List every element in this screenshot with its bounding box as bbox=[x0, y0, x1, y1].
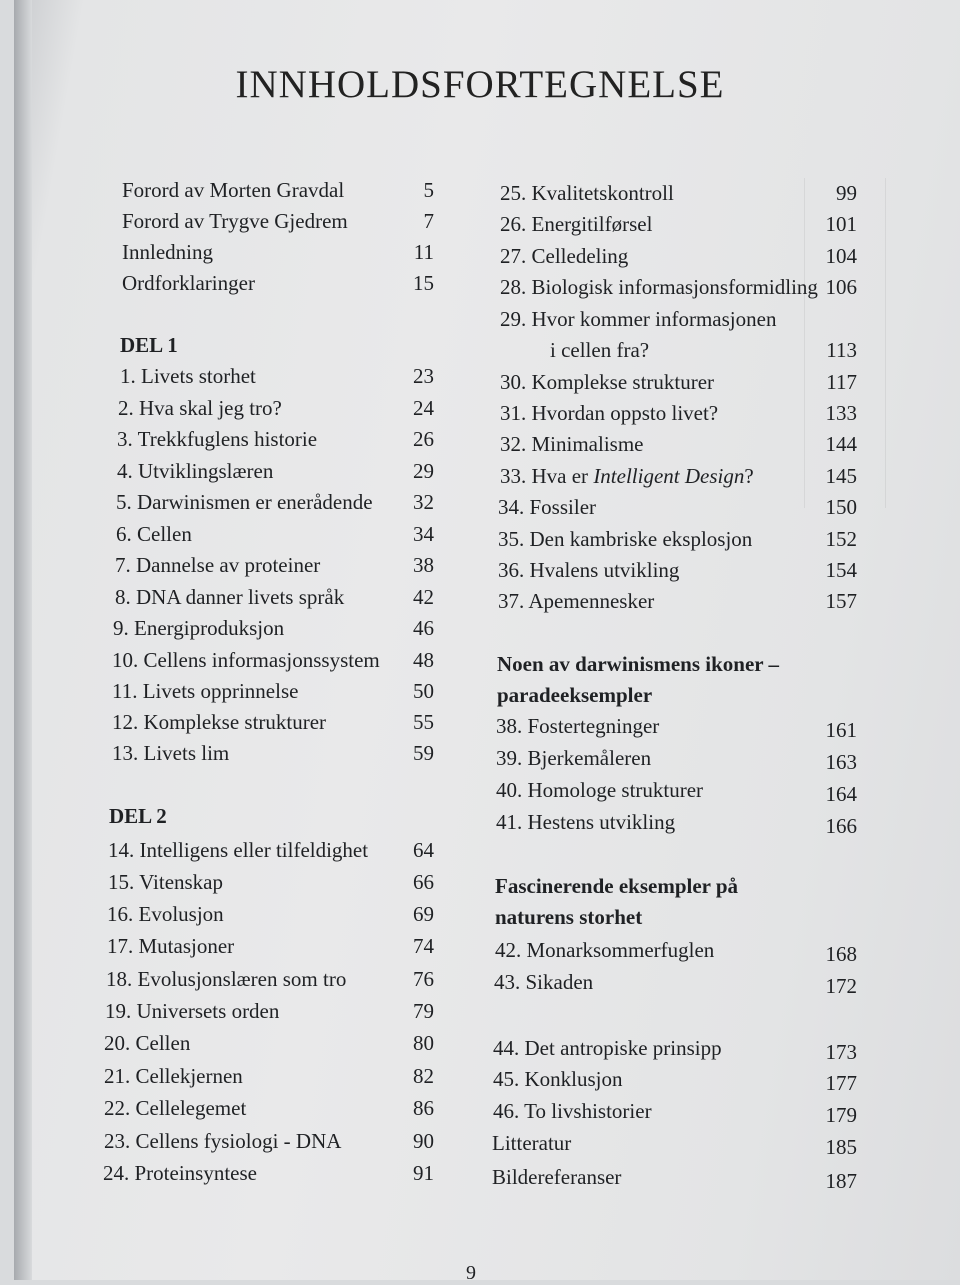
toc-page-number: 23 bbox=[413, 364, 434, 388]
toc-page-number: 76 bbox=[413, 967, 434, 991]
toc-page-number: 90 bbox=[413, 1129, 434, 1153]
toc-entry-title-suffix: ? bbox=[744, 464, 754, 488]
right-section-heading: Fascinerende eksempler på bbox=[495, 874, 739, 898]
toc-entry-title: 28. Biologisk informasjonsformidling bbox=[500, 275, 818, 299]
toc-page-number: 187 bbox=[825, 1169, 857, 1193]
toc-entry-title: 44. Det antropiske prinsipp bbox=[493, 1036, 722, 1060]
toc-entry-title: 5. Darwinismen er enerådende bbox=[116, 490, 373, 514]
toc-entry-title: Forord av Trygve Gjedrem bbox=[122, 209, 348, 233]
toc-entry-title: Forord av Morten Gravdal bbox=[122, 178, 345, 202]
toc-entry-title: 20. Cellen bbox=[104, 1031, 191, 1055]
right-toc-entry bbox=[498, 558, 679, 583]
toc-entry-title: 40. Homologe strukturer bbox=[496, 778, 704, 802]
toc-page-number: 29 bbox=[413, 459, 434, 483]
toc-page-number: 154 bbox=[825, 558, 857, 582]
right-toc-entry bbox=[498, 495, 596, 520]
toc-entry-title: 6. Cellen bbox=[116, 522, 192, 546]
toc-page-number: 99 bbox=[836, 181, 857, 205]
left-toc-entry bbox=[112, 710, 326, 735]
toc-page-number: 164 bbox=[825, 782, 857, 806]
left-toc-entry bbox=[116, 522, 192, 547]
left-toc-entry bbox=[122, 271, 255, 296]
left-toc-entry bbox=[104, 1031, 190, 1056]
toc-page-number: 59 bbox=[413, 741, 434, 765]
page-title: INNHOLDSFORTEGNELSE bbox=[235, 63, 725, 106]
toc-page-number: 82 bbox=[413, 1064, 434, 1088]
toc-page-number: 161 bbox=[825, 718, 857, 742]
toc-page-number: 15 bbox=[413, 271, 434, 295]
left-toc-entry bbox=[105, 999, 279, 1024]
toc-entry-title: 4. Utviklingslæren bbox=[117, 459, 274, 483]
left-toc-entry bbox=[115, 553, 320, 578]
left-toc-entry bbox=[122, 209, 348, 234]
right-toc-entry bbox=[500, 244, 628, 269]
toc-entry-title: 42. Monarksommerfuglen bbox=[495, 938, 715, 962]
toc-entry-title: 14. Intelligens eller tilfeldighet bbox=[108, 838, 369, 862]
left-toc-entry bbox=[106, 967, 346, 992]
toc-entry-title: 18. Evolusjonslæren som tro bbox=[106, 967, 347, 991]
toc-entry-title: 12. Komplekse strukturer bbox=[112, 710, 327, 734]
toc-entry-title: 17. Mutasjoner bbox=[107, 934, 235, 958]
toc-entry-title: 41. Hestens utvikling bbox=[496, 810, 676, 834]
toc-page-number: 69 bbox=[413, 902, 434, 926]
toc-entry-title: 29. Hvor kommer informasjonen bbox=[500, 307, 777, 331]
toc-page-number: 26 bbox=[413, 427, 434, 451]
toc-page-number: 80 bbox=[413, 1031, 434, 1055]
toc-page-number: 152 bbox=[825, 527, 857, 551]
toc-entry-title: 45. Konklusjon bbox=[493, 1067, 623, 1091]
left-toc-entry bbox=[113, 616, 284, 641]
toc-entry-title: 2. Hva skal jeg tro? bbox=[118, 396, 282, 420]
toc-page-number: 179 bbox=[825, 1103, 857, 1127]
toc-page-number: 177 bbox=[825, 1071, 857, 1095]
right-toc-entry bbox=[492, 1131, 571, 1156]
left-toc-entry bbox=[104, 1064, 243, 1089]
toc-page-number: 50 bbox=[413, 679, 434, 703]
toc-page-number: 157 bbox=[825, 589, 857, 613]
toc-page-number: 168 bbox=[825, 942, 857, 966]
toc-entry-title: 33. Hva er bbox=[500, 464, 594, 488]
right-toc-entry bbox=[493, 1036, 722, 1061]
toc-entry-title: 13. Livets lim bbox=[112, 741, 230, 765]
left-toc-entry bbox=[107, 934, 234, 959]
toc-entry-title: 39. Bjerkemåleren bbox=[496, 746, 652, 770]
page-number: 9 bbox=[466, 1262, 476, 1284]
right-toc-entry bbox=[496, 714, 659, 739]
left-toc-entry bbox=[103, 1161, 257, 1186]
right-toc-entry bbox=[500, 401, 718, 426]
left-toc-entry bbox=[122, 240, 213, 265]
right-toc-entry bbox=[496, 746, 651, 771]
right-section-heading: Noen av darwinismens ikoner – bbox=[497, 652, 779, 676]
toc-entry-title: 3. Trekkfuglens historie bbox=[117, 427, 318, 451]
toc-entry-title: 9. Energiproduksjon bbox=[113, 616, 285, 640]
toc-entry-title: Litteratur bbox=[492, 1131, 572, 1155]
toc-entry-title: 22. Cellelegemet bbox=[104, 1096, 247, 1120]
toc-entry-title: 16. Evolusjon bbox=[107, 902, 224, 926]
toc-page-number: 91 bbox=[413, 1161, 434, 1185]
toc-entry-title: Innledning bbox=[122, 240, 213, 264]
right-toc-entry bbox=[500, 275, 818, 300]
toc-page-number: 172 bbox=[825, 974, 857, 998]
toc-page-number: 5 bbox=[423, 178, 434, 202]
toc-page-number: 106 bbox=[825, 275, 857, 299]
toc-page-number: 113 bbox=[826, 338, 857, 362]
right-toc-entry bbox=[500, 464, 754, 489]
right-toc-entry bbox=[495, 938, 714, 963]
toc-entry-title: 7. Dannelse av proteiner bbox=[115, 553, 321, 577]
toc-entry-title: i cellen fra? bbox=[550, 338, 650, 362]
right-toc-entry bbox=[500, 212, 652, 237]
toc-entry-title: 23. Cellens fysiologi - DNA bbox=[104, 1129, 342, 1153]
left-toc-entry bbox=[107, 902, 224, 927]
left-toc-entry bbox=[122, 178, 344, 203]
left-toc-entry bbox=[104, 1129, 341, 1154]
toc-entry-title: 46. To livshistorier bbox=[493, 1099, 652, 1123]
left-toc-entry bbox=[120, 364, 256, 389]
toc-entry-title: 21. Cellekjernen bbox=[104, 1064, 243, 1088]
toc-page-number: 185 bbox=[825, 1135, 857, 1159]
toc-entry-title: 15. Vitenskap bbox=[108, 870, 224, 894]
left-toc-entry bbox=[115, 585, 344, 610]
toc-page-number: 117 bbox=[826, 370, 857, 394]
toc-entry-title: Ordforklaringer bbox=[122, 271, 255, 295]
left-section-heading: DEL 1 bbox=[120, 333, 178, 357]
right-toc-entry bbox=[500, 307, 776, 332]
toc-page-number: 101 bbox=[825, 212, 857, 236]
toc-entry-title: 19. Universets orden bbox=[105, 999, 280, 1023]
left-section-heading: DEL 2 bbox=[109, 804, 167, 828]
right-toc-entry bbox=[550, 338, 649, 363]
toc-entry-title: 36. Hvalens utvikling bbox=[498, 558, 680, 582]
left-toc-entry bbox=[117, 459, 273, 484]
left-toc-entry bbox=[108, 838, 368, 863]
toc-entry-title: 10. Cellens informasjonssystem bbox=[112, 648, 380, 672]
toc-page-number: 144 bbox=[825, 432, 857, 456]
toc-entry-title: 11. Livets opprinnelse bbox=[112, 679, 299, 703]
toc-entry-title: 37. Apemennesker bbox=[498, 589, 655, 613]
toc-page-number: 42 bbox=[413, 585, 434, 609]
page-gutter-shadow bbox=[14, 0, 32, 1280]
left-toc-entry bbox=[116, 490, 373, 515]
right-toc-entry bbox=[496, 810, 675, 835]
right-toc-entry bbox=[493, 1067, 623, 1092]
toc-page-number: 64 bbox=[413, 838, 434, 862]
right-toc-entry bbox=[493, 1099, 652, 1124]
right-toc-entry bbox=[494, 970, 593, 995]
right-toc-entry bbox=[492, 1165, 621, 1190]
toc-page-number: 55 bbox=[413, 710, 434, 734]
left-toc-entry bbox=[112, 679, 298, 704]
toc-entry-title: 38. Fostertegninger bbox=[496, 714, 660, 738]
toc-page-number: 163 bbox=[825, 750, 857, 774]
left-toc-entry bbox=[104, 1096, 246, 1121]
toc-page-number: 86 bbox=[413, 1096, 434, 1120]
toc-page-number: 145 bbox=[825, 464, 857, 488]
toc-page-number: 150 bbox=[825, 495, 857, 519]
right-toc-entry bbox=[500, 432, 644, 457]
toc-entry-title: 43. Sikaden bbox=[494, 970, 594, 994]
right-toc-entry bbox=[500, 370, 714, 395]
toc-entry-title: 1. Livets storhet bbox=[120, 364, 256, 388]
right-toc-entry bbox=[498, 527, 752, 552]
toc-page-number: 133 bbox=[825, 401, 857, 425]
toc-entry-title: 35. Den kambriske eksplosjon bbox=[498, 527, 753, 551]
toc-page-number: 48 bbox=[413, 648, 434, 672]
toc-page-number: 34 bbox=[413, 522, 434, 546]
toc-entry-title: 26. Energitilførsel bbox=[500, 212, 653, 236]
right-toc-entry bbox=[498, 589, 654, 614]
toc-entry-title: 24. Proteinsyntese bbox=[103, 1161, 257, 1185]
toc-entry-title-italic: Intelligent Design bbox=[593, 464, 745, 488]
right-section-heading: naturens storhet bbox=[495, 905, 643, 929]
toc-page-number: 79 bbox=[413, 999, 434, 1023]
left-toc-entry bbox=[112, 741, 229, 766]
toc-page-number: 11 bbox=[413, 240, 434, 264]
toc-page-number: 173 bbox=[825, 1040, 857, 1064]
toc-page-number: 66 bbox=[413, 870, 434, 894]
left-toc-entry bbox=[117, 427, 317, 452]
right-toc-entry bbox=[496, 778, 703, 803]
toc-page-number: 74 bbox=[413, 934, 434, 958]
toc-entry-title: Bildereferanser bbox=[492, 1165, 622, 1189]
toc-entry-title: 32. Minimalisme bbox=[500, 432, 644, 456]
left-toc-entry bbox=[112, 648, 380, 673]
toc-entry-title: 30. Komplekse strukturer bbox=[500, 370, 715, 394]
toc-page-number: 46 bbox=[413, 616, 434, 640]
left-toc-entry bbox=[108, 870, 223, 895]
toc-page-number: 7 bbox=[423, 209, 434, 233]
left-toc-entry bbox=[118, 396, 282, 421]
toc-entry-title: 8. DNA danner livets språk bbox=[115, 585, 345, 609]
toc-page-number: 104 bbox=[825, 244, 857, 268]
toc-page-number: 32 bbox=[413, 490, 434, 514]
right-section-heading: paradeeksempler bbox=[497, 683, 653, 707]
toc-page-number: 38 bbox=[413, 553, 434, 577]
toc-entry-title: 25. Kvalitetskontroll bbox=[500, 181, 674, 205]
toc-page-number: 24 bbox=[413, 396, 434, 420]
toc-page-number: 166 bbox=[825, 814, 857, 838]
toc-entry-title: 27. Celledeling bbox=[500, 244, 629, 268]
toc-entry-title: 31. Hvordan oppsto livet? bbox=[500, 401, 719, 425]
right-toc-entry bbox=[500, 181, 674, 206]
toc-entry-title: 34. Fossiler bbox=[498, 495, 597, 519]
